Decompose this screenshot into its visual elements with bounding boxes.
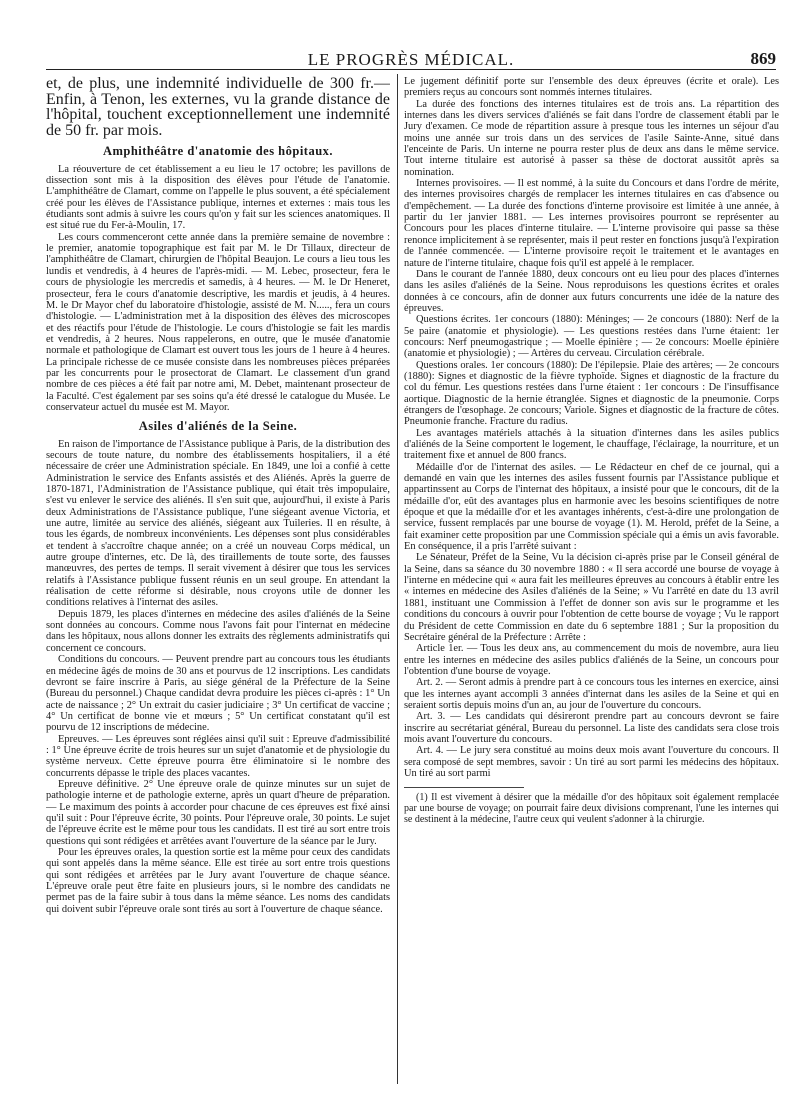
- paragraph: Depuis 1879, les places d'internes en médecine des asiles d'aliénés de la Seine sont données au concours. Comme nous l'avons fait pour l'internat en médecine dans les hôpitaux, nous allons donner les extraits des règlements administratifs qui concernent ce concours.: [46, 608, 390, 654]
- footnote: (1) Il est vivement à désirer que la médaille d'or des hôpitaux soit également remplacée par une bourse de voyage; on pourrait faire deux divisions comprenant, l'une les internes qui se destinent à la médecine, l'autre ceux qui veulent s'adonner à la chirurgie.: [404, 792, 779, 826]
- running-header: [46, 47, 776, 70]
- section-heading-amphitheatre: Amphithéâtre d'anatomie des hôpitaux.: [102, 144, 334, 159]
- paragraph: En raison de l'importance de l'Assistance publique à Paris, de la distribution des secours de toute nature, du nombre des établissements hospitaliers, il a été nécessaire de créer une Administration spéciale. En 1849, une loi a confié à cette Administration le service des Enfants assistés et des Aliénés. Après la guerre de 1870-1871, l'Administration de l'Assistance publique, qui était très impopulaire, s'est vu enlever le service des aliénés. Il s'en suit que, aujourd'hui, il existe à Paris deux Administrations de l'Assistance publique, l'une siégeant avenue Victoria, et une autre, limitée au service des aliénés, siégeant aux Tuileries. Il en résulte, à tous les égards, de nombreux inconvénients. Les dépenses sont plus considérables et tendent à s'accroître chaque année; on a créé un nouveau Corps médical, un autre groupe d'internes, etc. De là, des tiraillements de toute sorte, des fausses manœuvres, des pertes de temps. Il serait vivement à désirer que tous les services relatifs à l'Assistance publique fussent réunis en un seul groupe. En attendant la réalisation de cette réforme si désirable, nous croyons utile de donner les conditions relatives à l'internat des asiles.: [46, 438, 390, 609]
- paragraph: Epreuve définitive. 2° Une épreuve orale de quinze minutes sur un sujet de pathologie interne et de pathologie externe, après un quart d'heure de préparation. — Le maximum des points à accorder pour chacune de ces épreuves est fixé ainsi qu'il suit : Pour l'épreuve écrite, 30 points. Pour l'épreuve orale, 30 points. Le sujet de l'épreuve écrite est le même pour tous les candidats. Il est tiré au sort entre trois questions qui sont rédigées et arrêtées avant l'ouverture de la séance par le Jury.: [46, 778, 390, 847]
- paragraph: Art. 2. — Seront admis à prendre part à ce concours tous les internes en exercice, ainsi que les internes ayant accompli 3 années d'internat dans les asiles de la Seine et qui en seraient sortis depuis moins d'un an, au jour de l'ouverture du concours.: [404, 677, 779, 711]
- paragraph: Article 1er. — Tous les deux ans, au commencement du mois de novembre, aura lieu entre les internes en médecine des asiles publics d'aliénés de la Seine, un concours pour l'obtention d'une bourse de voyage.: [404, 643, 779, 677]
- paragraph: Dans le courant de l'année 1880, deux concours ont eu lieu pour des places d'internes dans les asiles d'aliénés de la Seine. Nous reproduisons les questions écrites et orales données à ce concours, afin de donner aux futurs concurrents une idée de la nature des épreuves.: [404, 268, 779, 314]
- paragraph: La durée des fonctions des internes titulaires est de trois ans. La répartition des internes dans les divers services d'aliénés se fait dans l'ordre de classement établi par le Jury d'examen. Ce mode de répartition assure à presque tous les internes un séjour d'au moins une année sur trois dans un des services de l'asile Sainte-Anne, situé dans l'enceinte de Paris. Un interne ne pourra rester plus de deux ans dans le même service. Tout interne titulaire est autorisé à passer sa thèse de doctorat aussitôt après sa nomination.: [404, 98, 779, 178]
- footnote-rule: [404, 787, 524, 788]
- continued-paragraph: et, de plus, une indemnité individuelle de 300 fr.—Enfin, à Tenon, les externes, vu la grande distance de l'hôpital, touchent exceptionnellement une indemnité de 50 fr. par mois.: [46, 76, 390, 139]
- page-number: 869: [750, 49, 776, 68]
- journal-title: LE PROGRÈS MÉDICAL.: [307, 50, 515, 69]
- paragraph: Le Sénateur, Préfet de la Seine, Vu la décision ci-après prise par le Conseil général de la Seine, dans sa séance du 30 novembre 1880 : « Il sera accordé une bourse de voyage à l'interne en médecine qui « aura fait les meilleures épreuves au concours à établir entre les « internes en médecine des Asiles d'aliénés de la Seine; » Vu l'arrêté en date du 13 avril 1881, instituant une Commission à l'effet de donner son avis sur le programme et les conditions du concours à ouvrir pour l'obtention de cette bourse de voyage ; Vu le rapport du Président de cette Commission en date du 6 septembre 1881 ; Sur la proposition du Secrétaire général de la Préfecture : Arrête :: [404, 552, 779, 643]
- paragraph: Pour les épreuves orales, la question sortie est la même pour ceux des candidats qui sont appelés dans la même séance. Elle est tirée au sort entre trois questions qui sont rédigées et arrêtées par le Jury avant l'ouverture de chaque séance. L'épreuve orale peut être faite en plusieurs jours, si le nombre des candidats ne permet pas de la faire subir à tous dans la même séance. Les noms des candidats qui doivent subir l'épreuve orale sont tirés au sort à l'ouverture de chaque séance.: [46, 847, 390, 915]
- paragraph: Internes provisoires. — Il est nommé, à la suite du Concours et dans l'ordre de mérite, des internes provisoires chargés de remplacer les internes titulaires en cas d'absence ou d'empêchement. — La durée des fonctions d'interne provisoire est limitée à une année, à partir du 1er janvier 1881. — Les internes provisoires pourront se représenter au Concours pour les places d'interne titulaire. — L'interne provisoire qui passe sa thèse renonce implicitement à se représenter, mais il peut rester en fonctions jusqu'à l'expiration de l'année commencée. — L'interne provisoire reçoit le traitement et le avantages en nature de l'interne titulaire, chaque fois qu'il est appelé à le remplacer.: [404, 178, 779, 269]
- paragraph: Les avantages matériels attachés à la situation d'internes dans les asiles publics d'aliénés de la Seine comportent le logement, le chauffage, l'éclairage, la nourriture, et un traitement fixe et annuel de 800 francs.: [404, 427, 779, 462]
- paragraph: Questions orales. 1er concours (1880): De l'épilepsie. Plaie des artères; — 2e concours (1880): Signes et diagnostic de la fièvre typhoïde. Signes et diagnostic de la fracture du col du fémur. Les questions restées dans l'urne étaient : 1er concours : De l'insuffisance aortique. Diagnostic de la hernie étranglée. Signes et diagnostic de la pneumonie. Corps étrangers de l'œsophage. 2e concours; Variole. Signes et diagnostic de la fracture de côtes. Pneumonie franche. Fracture du radius.: [404, 359, 779, 428]
- section-heading-asiles: Asiles d'aliénés de la Seine.: [138, 419, 298, 434]
- paragraph: Art. 3. — Les candidats qui désireront prendre part au concours devront se faire inscrire au secrétariat général, Bureau du personnel. La liste des candidats sera close trois mois avant l'ouverture du concours.: [404, 711, 779, 745]
- paragraph: Questions écrites. 1er concours (1880): Méninges; — 2e concours (1880): Nerf de la 5e paire (anatomie et physiologie). — Les questions restées dans l'urne étaient: 1er concours: Nerf pneumogastrique ; — Moelle épinière ; — 2e concours: Moelle épinière (anatomie et physiologie) ; — Artères du cerveau. Circulation cérébrale.: [404, 314, 779, 360]
- paragraph: Conditions du concours. — Peuvent prendre part au concours tous les étudiants en médecine âgés de moins de 30 ans et pourvus de 12 inscriptions. Les candidats devront se faire inscrire à Paris, au siége général de la Préfecture de la Seine (Bureau du personnel.) Chaque candidat devra produire les pièces ci-après : 1° Un acte de naissance ; 2° Un extrait du casier judiciaire ; 3° Un certificat de vaccine ; 4° Un certificat de bonne vie et mœurs ; 5° Un certificat constatant qu'il est pourvu de 12 inscriptions de médecine.: [46, 654, 390, 734]
- paragraph: Le jugement définitif porte sur l'ensemble des deux épreuves (écrite et orale). Les premiers reçus au concours sont nommés internes titulaires.: [404, 76, 779, 99]
- paragraph: Art. 4. — Le jury sera constitué au moins deux mois avant l'ouverture du concours. Il sera composé de sept membres, savoir : Un tiré au sort parmi les médecins des hôpitaux. Un tiré au sort parmi: [404, 745, 779, 779]
- paragraph: Epreuves. — Les épreuves sont réglées ainsi qu'il suit : Epreuve d'admissibilité : 1° Une épreuve écrite de trois heures sur un sujet d'anatomie et de physiologie du système nerveux. Cette épreuve pourra être éliminatoire si le nombre des concurrents dépasse le triple des places vacantes.: [46, 733, 390, 779]
- column-divider: [397, 74, 398, 1084]
- right-column: [404, 76, 779, 1081]
- paragraph: Médaille d'or de l'internat des asiles. — Le Rédacteur en chef de ce journal, qui a demandé en vain que les internes des asiles fussent fournis par l'Assistance publique et appartinssent au Corps de l'internat des hôpitaux, a insisté pour que le concours, dit de la médaille d'or, eût des avantages plus en harmonie avec les besoins scientifiques de notre époque et que la médaille d'or et les avantages inhérents, c'est-à-dire une prolongation de service, fussent remplacés par une bourse de voyage (1). M. Herold, préfet de la Seine, a fait examiner cette proposition par une Commission spéciale qui a émis un avis favorable. En conséquence, il a pris l'arrêté suivant :: [404, 461, 779, 553]
- paragraph: La réouverture de cet établissement a eu lieu le 17 octobre; les pavillons de dissection sont mis à la disposition des élèves pour l'étude de l'anatomie. L'amphithéâtre de Clamart, comme on l'appelle le plus souvent, a été spécialement créé pour les élèves de l'Assistance publique, internes et externes : mais tous les étudiants sont admis à suivre les cours qu'on y fait sur les sciences anatomiques. Il est situé rue du Fer-à-Moulin, 17.: [46, 163, 390, 232]
- left-column: [46, 76, 390, 1081]
- paragraph: Les cours commenceront cette année dans la première semaine de novembre : le premier, anatomie topographique est fait par M. le Dr Tillaux, directeur de l'amphithéâtre de Clamart, chirurgien de l'hôpital Beaujon. Le cours a lieu tous les lundis et vendredis, à 4 heures de l'après-midi. — M. Lebec, prosecteur, fera le cours de physiologie les mercredis et samedis, à 4 heures. — M. le Dr Heneret, prosecteur, fera le cours d'anatomie descriptive, les mardis et jeudis, à 4 heures. M. le Dr Mayor chef du laboratoire d'histologie, assisté de M. N....., fera un cours d'histologie. — L'administration met à la disposition des élèves des microscopes et des réactifs pour l'étude de l'histologie. Le cours d'histologie se fait les mardis et vendredis, à 2 heures. Nous rappelerons, en outre, que le musée d'anatomie normale et pathologique de Clamart est ouvert tous les jours de 1 heure à 4 heures. La principale richesse de ce musée consiste dans les nombreuses pièces préparées par les concurrents pour le prosectorat de Clamart. Le classement d'un grand nombre de ces pièces a été fait par notre ami, M. Debet, maintenant prosecteur de la Faculté. C'est également par ses soins qu'a été dressé le catalogue du Musée. Le conservateur actuel du musée est M. Mayor.: [46, 231, 390, 413]
